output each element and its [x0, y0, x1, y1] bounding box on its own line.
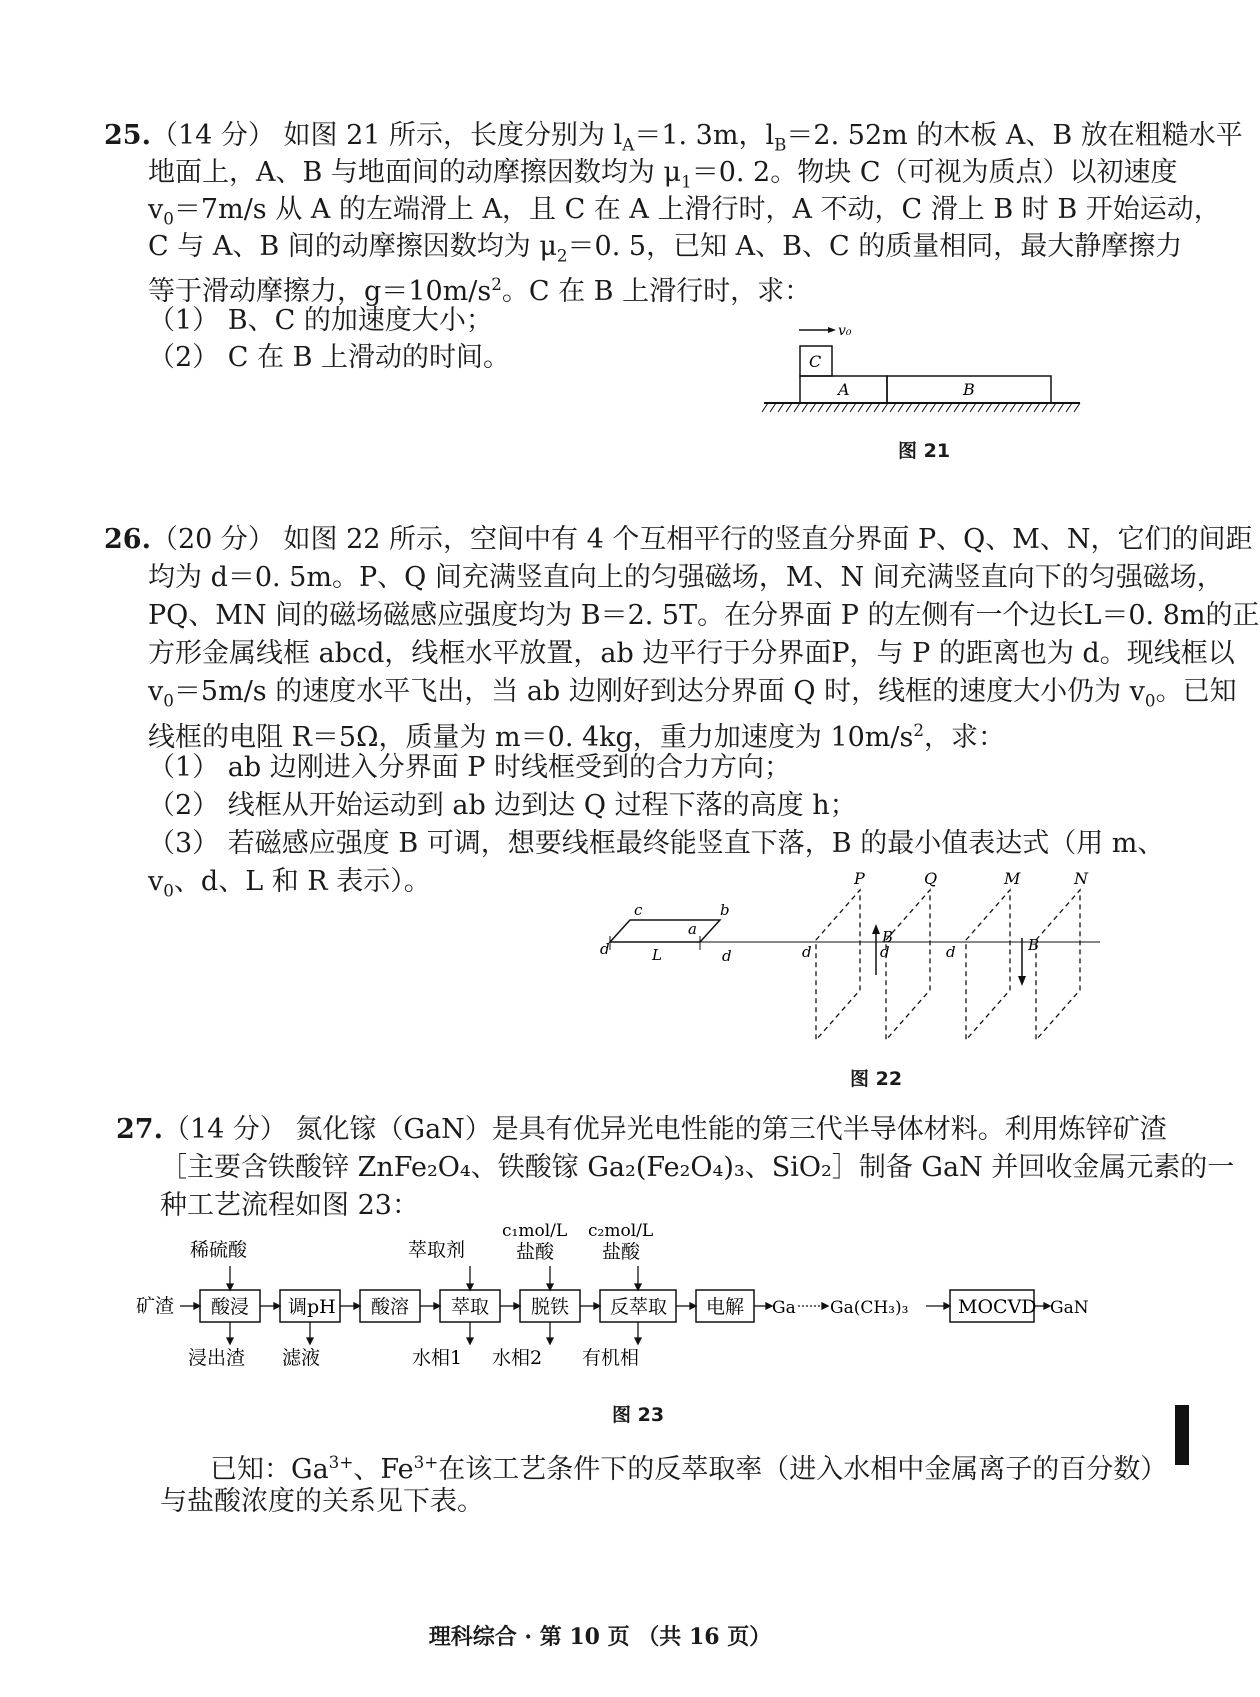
q25-text-1b: ＝1. 3m，l: [634, 120, 775, 151]
q26-text-6a: 线框的电阻 R＝5Ω，质量为 m＝0. 4kg，重力加速度为 10m/s: [148, 722, 914, 753]
q26-text-5b: ＝5m/s 的速度水平飞出，当 ab 边刚好到达分界面 Q 时，线框的速度大小仍为 v: [173, 676, 1145, 707]
field-arrow-down-head: [1018, 976, 1026, 986]
output-organic-phase: 有机相: [582, 1347, 640, 1369]
boundary-planes: [816, 890, 1080, 1040]
product-gan: GaN: [1050, 1298, 1089, 1318]
q26-line-1: [104, 522, 1253, 558]
plane-q: [886, 890, 930, 1040]
q26-sub-v0: 0: [163, 690, 174, 711]
step-label-6: 电解: [706, 1296, 745, 1318]
q25-text-4b: ＝0. 5，已知 A、B、C 的质量相同，最大静摩擦力: [567, 231, 1183, 262]
page-footer: 理科综合 · 第 10 页 （共 16 页）: [428, 1624, 772, 1650]
figure-23-caption: 图 23: [612, 1404, 665, 1426]
input-hcl-2: 盐酸: [602, 1241, 641, 1263]
plane-n-label: N: [1074, 869, 1088, 888]
plane-p-label: P: [854, 869, 865, 888]
field-b-up-label: B: [882, 928, 894, 946]
board-b-label: B: [963, 380, 975, 399]
q25-text-5b: 。C 在 B 上滑行时，求：: [501, 276, 812, 307]
q27-text-1: （14 分） 氮化镓（GaN）是具有优异光电性能的第三代半导体材料。利用炼锌矿渣: [162, 1114, 1167, 1145]
q26-sub-question-3: （3） 若磁感应强度 B 可调，想要线框最终能竖直下落，B 的最小值表达式（用 m、: [148, 828, 1165, 859]
q25-sub-a: A: [622, 134, 635, 155]
field-b-down-label: B: [1028, 936, 1040, 954]
q27-known-line-2: 与盐酸浓度的关系见下表。: [160, 1486, 484, 1517]
board-a-label: A: [838, 380, 850, 399]
q27-known-c: 在该工艺条件下的反萃取率（进入水相中金属离子的百分数）: [438, 1454, 1168, 1485]
q26-text-5a: v: [148, 676, 164, 707]
distance-d-label-2: d: [802, 943, 812, 961]
q26-line-3: PQ、MN 间的磁场磁感应强度均为 B＝2. 5T。在分界面 P 的左侧有一个边长L＝0. 8m的正: [148, 600, 1260, 631]
q26-text-6b: ，求：: [923, 722, 1005, 753]
output-filtrate: 滤液: [282, 1347, 321, 1369]
product-ga-ch3: Ga(CH₃)₃: [830, 1298, 909, 1318]
corner-d: d: [600, 940, 610, 958]
step-label-2: 酸溶: [371, 1296, 410, 1318]
q27-known-sup1: 3+: [328, 1452, 354, 1472]
q25-text-1a: （14 分） 如图 21 所示，长度分别为 l: [150, 120, 623, 151]
distance-d-label-1: d: [722, 947, 732, 965]
output-aqueous-2: 水相2: [492, 1347, 543, 1369]
q26-sub-v0c: 0: [163, 880, 174, 901]
q25-text-2b: ＝0. 2。物块 C（可视为质点）以初速度: [691, 157, 1178, 188]
scan-edge-mark: [1175, 1405, 1189, 1465]
q27-line-1: [116, 1112, 1167, 1148]
q25-text-2a: 地面上，A、B 与地面间的动摩擦因数均为 μ: [148, 157, 682, 188]
q27-known-sup2: 3+: [413, 1452, 439, 1472]
corner-a: a: [688, 920, 697, 938]
figure-21: [750, 318, 1100, 418]
q25-sub-b: B: [774, 134, 787, 155]
input-c1-concentration: c₁mol/L: [502, 1221, 568, 1241]
output-leach-residue: 浸出渣: [188, 1347, 246, 1369]
plane-m-label: M: [1004, 869, 1021, 888]
q26-line-4: 方形金属线框 abcd，线框水平放置，ab 边平行于分界面P，与 P 的距离也为 d。现线框以: [148, 638, 1235, 669]
q27-known-b: 、Fe: [353, 1454, 414, 1485]
step-label-4: 脱铁: [531, 1296, 570, 1318]
q26-sub-v0b: 0: [1144, 690, 1156, 711]
step-label-3: 萃取: [451, 1296, 490, 1318]
q25-text-4a: C 与 A、B 间的动摩擦因数均为 μ: [148, 231, 557, 262]
figure-22-caption: 图 22: [850, 1068, 903, 1090]
field-arrow-up-head: [872, 924, 880, 934]
q26-sup: 2: [913, 720, 924, 740]
ground-hatching: [762, 403, 1080, 412]
input-extractant: 萃取剂: [408, 1239, 466, 1261]
velocity-arrowhead: [828, 327, 836, 333]
block-c-label: C: [809, 352, 822, 371]
q26-number: 26.: [104, 524, 151, 555]
q26-text-5c: 。已知: [1155, 676, 1237, 707]
distance-d-label-3: d: [880, 943, 890, 961]
q25-sup: 2: [491, 274, 502, 294]
q26-line-2: 均为 d＝0. 5m。P、Q 间充满竖直向上的匀强磁场，M、N 间充满竖直向下的匀强磁场，: [148, 562, 1224, 593]
q26-text-3b-a: v: [148, 866, 164, 897]
distance-d-label-4: d: [946, 943, 956, 961]
q25-number: 25.: [104, 120, 151, 151]
q25-sub-question-2: （2） C 在 B 上滑动的时间。: [148, 342, 511, 373]
plane-q-label: Q: [924, 869, 938, 888]
corner-c: c: [634, 901, 643, 919]
step-label-0: 酸浸: [211, 1296, 250, 1318]
q25-sub-mu2: 2: [556, 245, 568, 266]
input-hcl-1: 盐酸: [516, 1241, 555, 1263]
figure-22: [600, 869, 1100, 1055]
product-ga: Ga: [772, 1298, 796, 1318]
q26-sub-question-3b: [148, 864, 431, 908]
q27-line-3: 种工艺流程如图 23：: [160, 1190, 419, 1221]
q25-text-1c: ＝2. 52m 的木板 A、B 放在粗糙水平: [786, 120, 1243, 151]
output-aqueous-1: 水相1: [412, 1347, 463, 1369]
plane-n: [1036, 890, 1080, 1040]
plane-p: [816, 890, 860, 1040]
q26-sub-question-2: （2） 线框从开始运动到 ab 边到达 Q 过程下落的高度 h；: [148, 790, 857, 821]
mocvd-label: MOCVD: [958, 1296, 1037, 1318]
plane-m: [966, 890, 1010, 1040]
q25-sub-question-1: （1） B、C 的加速度大小；: [148, 305, 493, 336]
q26-text-3b-b: 、d、L 和 R 表示）。: [173, 866, 431, 897]
input-dilute-sulfuric: 稀硫酸: [190, 1239, 248, 1261]
v0-label: v₀: [838, 323, 852, 339]
q27-known-line-1: [210, 1444, 1167, 1488]
q27-known-a: 已知：Ga: [210, 1454, 329, 1485]
step-label-5: 反萃取: [610, 1296, 668, 1318]
figure-21-caption: 图 21: [898, 440, 951, 462]
q25-text-3a: v: [148, 194, 164, 225]
q26-text-1: （20 分） 如图 22 所示，空间中有 4 个互相平行的竖直分界面 P、Q、M、N，它们的间距: [150, 524, 1253, 555]
length-l-label: L: [652, 946, 662, 964]
q25-sub-v0: 0: [163, 208, 174, 229]
q25-text-3b: ＝7m/s 从 A 的左端滑上 A，且 C 在 A 上滑行时，A 不动，C 滑上 B 时 B 开始运动，: [173, 194, 1221, 225]
input-c2-concentration: c₂mol/L: [588, 1221, 654, 1241]
flow-start: 矿渣: [136, 1295, 175, 1317]
q26-sub-question-1: （1） ab 边刚进入分界面 P 时线框受到的合力方向；: [148, 752, 792, 783]
process-flow-diagram: [130, 1221, 1120, 1386]
q27-number: 27.: [116, 1114, 163, 1145]
q25-sub-mu1: 1: [681, 171, 692, 192]
corner-b: b: [720, 901, 730, 919]
wire-frame: [610, 920, 720, 942]
step-label-1: 调pH: [288, 1296, 336, 1318]
q25-text-5a: 等于滑动摩擦力，g＝10m/s: [148, 276, 492, 307]
q27-line-2: ［主要含铁酸锌 ZnFe₂O₄、铁酸镓 Ga₂(Fe₂O₄)₃、SiO₂］制备 GaN 并回收金属元素的一: [160, 1152, 1235, 1183]
